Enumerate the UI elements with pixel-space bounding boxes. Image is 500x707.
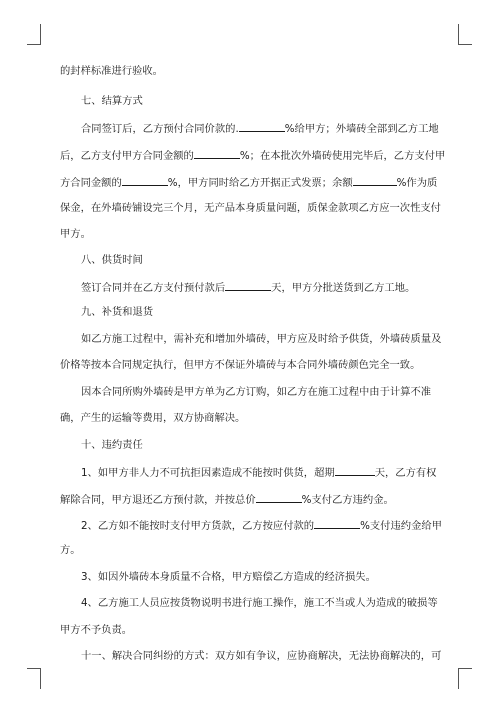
section-heading: 九、补货和退货 xyxy=(81,306,154,318)
paragraph-line: 4、乙方施工人员应按货物说明书进行施工操作，施工不当或人为造成的破损等 xyxy=(81,597,438,609)
paragraph-line: 因本合同所购外墙砖是甲方单为乙方订购，如乙方在施工过程中由于计算不准 xyxy=(81,386,432,398)
paragraph-line: 确，产生的运输等费用，双方协商解决。 xyxy=(60,412,246,424)
fill-in-blank[interactable] xyxy=(194,147,240,159)
fill-in-blank[interactable] xyxy=(256,491,302,503)
paragraph-line: 甲方不予负责。 xyxy=(60,624,133,636)
crop-mark-bottom-left xyxy=(27,668,41,689)
fill-in-blank[interactable] xyxy=(353,174,397,186)
paragraph-line: 价格等按本合同规定执行，但甲方不保证外墙砖与本合同外墙砖颜色完全一致。 xyxy=(60,359,421,371)
paragraph-line: 如乙方施工过程中，需补充和增加外墙砖，甲方应及时给予供货，外墙砖质量及 xyxy=(81,333,442,345)
crop-mark-top-left xyxy=(27,24,41,45)
fill-in-blank[interactable] xyxy=(314,517,360,529)
crop-mark-top-right xyxy=(458,24,472,45)
section-heading: 八、供货时间 xyxy=(81,254,143,266)
section-heading: 十、违约责任 xyxy=(81,439,143,451)
paragraph-line: 的封样标准进行验收。 xyxy=(60,65,163,77)
paragraph-line: 甲方。 xyxy=(60,228,91,240)
fill-in-blank[interactable] xyxy=(122,174,168,186)
paragraph-line: 2、乙方如不能按时支付甲方货款，乙方按应付款的 %支付违约金给甲 xyxy=(81,517,442,533)
section-heading: 七、结算方式 xyxy=(81,95,143,107)
paragraph-line: 方合同金额的 %，甲方同时给乙方开据正式发票；余额 %作为质 xyxy=(60,174,437,190)
paragraph-line: 3、如因外墙砖本身质量不合格，甲方赔偿乙方造成的经济损失。 xyxy=(81,571,376,583)
paragraph-line: 后，乙方支付甲方合同金额的 %；在本批次外墙砖使用完毕后，乙方支付甲 xyxy=(60,147,445,163)
fill-in-blank[interactable] xyxy=(225,279,271,291)
paragraph-line: 签订合同并在乙方支付预付款后 天，甲方分批送货到乙方工地。 xyxy=(81,279,415,295)
crop-mark-bottom-right xyxy=(458,668,472,689)
fill-in-blank[interactable] xyxy=(335,464,375,476)
paragraph-line: 保金，在外墙砖铺设完三个月，无产品本身质量问题，质保金款项乙方应一次性支付 xyxy=(60,202,441,214)
paragraph-line: 十一、解决合同纠纷的方式：双方如有争议，应协商解决，无法协商解决的，可 xyxy=(81,650,442,662)
paragraph-line: 合同签订后，乙方预付合同价款的. %给甲方；外墙砖全部到乙方工地 xyxy=(81,120,439,136)
paragraph-line: 1、如甲方非人力不可抗拒因素造成不能按时供货，超期 天，乙方有权 xyxy=(81,464,436,480)
paragraph-line: 方。 xyxy=(60,544,81,556)
paragraph-line: 解除合同，甲方退还乙方预付款，并按总价 %支付乙方违约金。 xyxy=(60,491,394,507)
fill-in-blank[interactable] xyxy=(239,120,285,132)
